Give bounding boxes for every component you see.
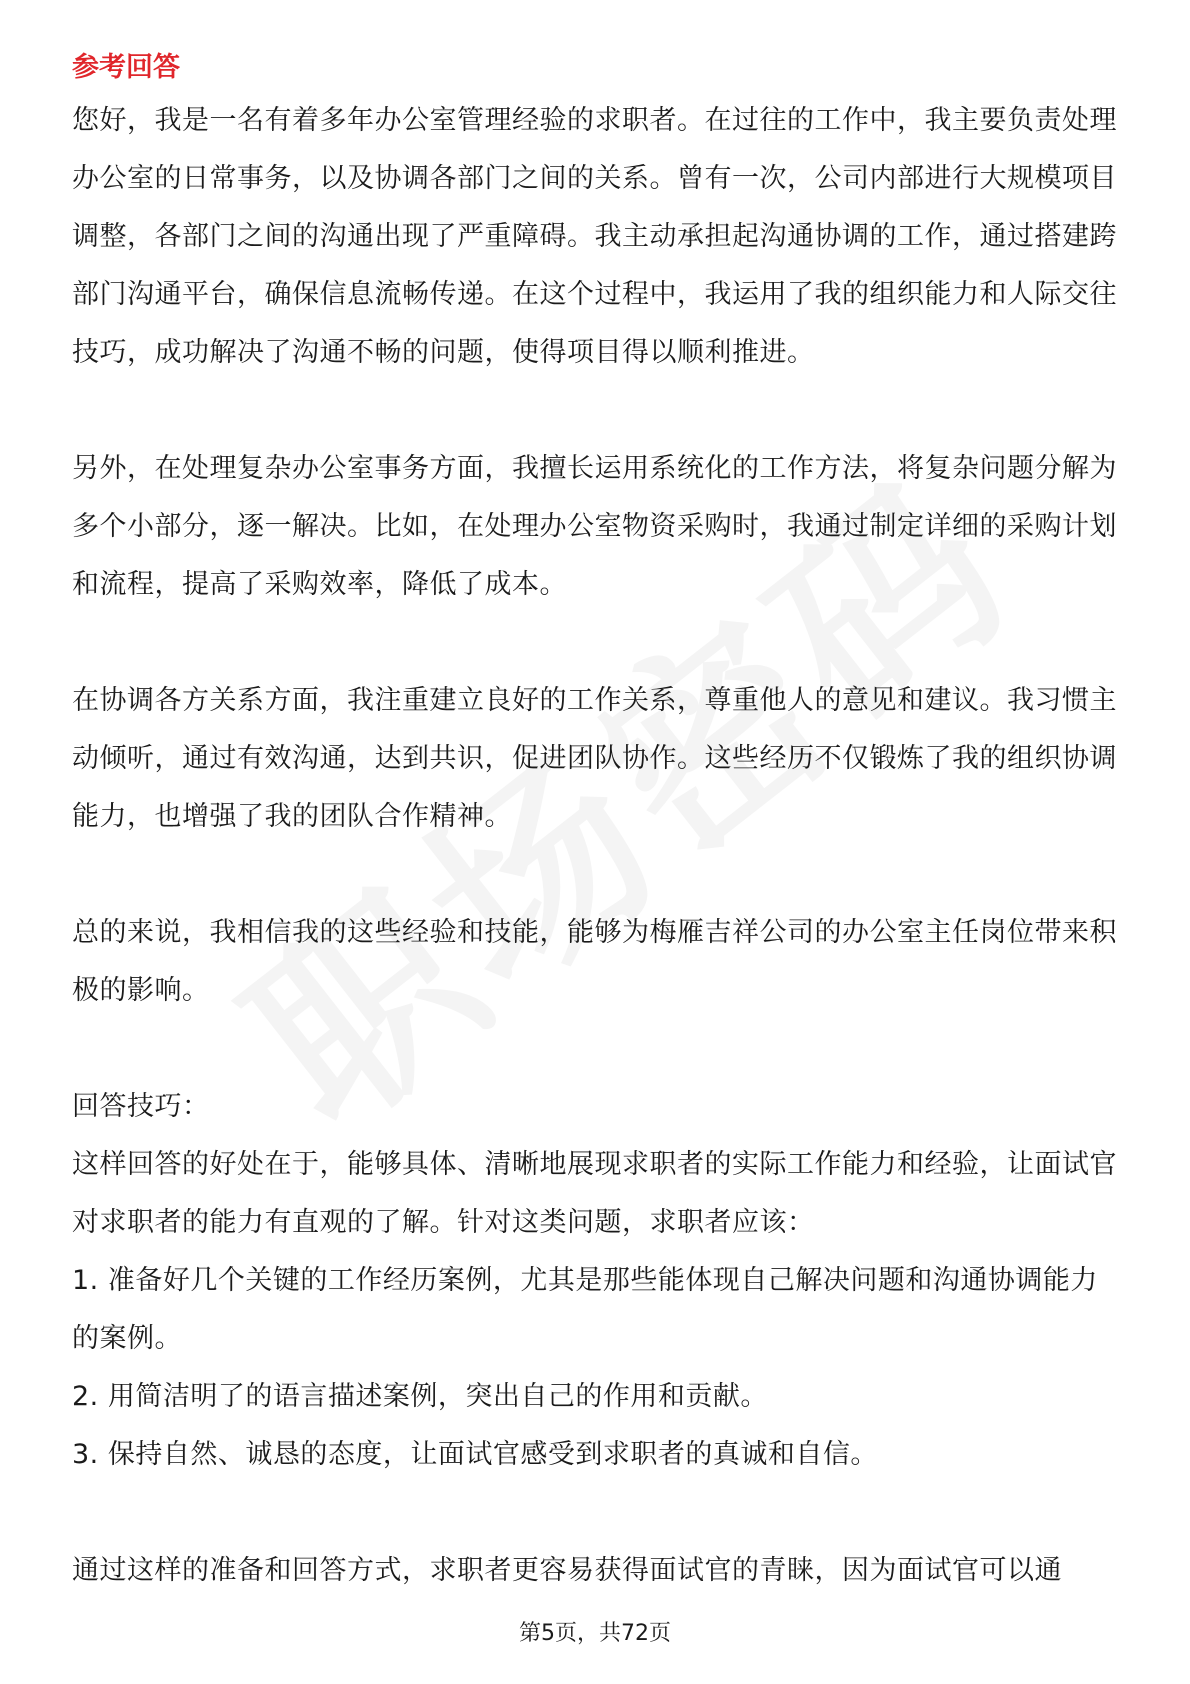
paragraph-spacer [72,846,1122,904]
answer-paragraph-4: 总的来说，我相信我的这些经验和技能，能够为梅雁吉祥公司的办公室主任岗位带来积极的影响。 [72,917,1117,1006]
paragraph-spacer [72,614,1122,672]
paragraph-spacer [72,1020,1122,1078]
answer-paragraph-1: 您好，我是一名有着多年办公室管理经验的求职者。在过往的工作中，我主要负责处理办公室的日常事务，以及协调各部门之间的关系。曾有一次，公司内部进行大规模项目调整，各部门之间的沟通出现了严重障碍。我主动承担起沟通协调的工作，通过搭建跨部门沟通平台，确保信息流畅传递。在这个过程中，我运用了我的组织能力和人际交往技巧，成功解决了沟通不畅的问题，使得项目得以顺利推进。 [72,105,1117,368]
page-indicator: 第5页，共72页 [519,1621,671,1646]
answer-paragraph-2: 另外，在处理复杂办公室事务方面，我擅长运用系统化的工作方法，将复杂问题分解为多个小部分，逐一解决。比如，在处理办公室物资采购时，我通过制定详细的采购计划和流程，提高了采购效率，降低了成本。 [72,453,1117,600]
paragraph-spacer [72,382,1122,440]
tips-list-item-1: 1. 准备好几个关键的工作经历案例，尤其是那些能体现自己解决问题和沟通协调能力的案例。 [72,1265,1098,1354]
tips-list-item-3: 3. 保持自然、诚恳的态度，让面试官感受到求职者的真诚和自信。 [72,1439,878,1470]
tips-title: 回答技巧： [72,1091,210,1122]
document-body [72,48,1122,1600]
paragraph-spacer [72,1484,1122,1542]
tips-list-item-2: 2. 用简洁明了的语言描述案例，突出自己的作用和贡献。 [72,1381,768,1412]
closing-paragraph: 通过这样的准备和回答方式，求职者更容易获得面试官的青睐，因为面试官可以通 [72,1555,1062,1586]
section-heading: 参考回答 [72,52,180,83]
answer-paragraph-3: 在协调各方关系方面，我注重建立良好的工作关系，尊重他人的意见和建议。我习惯主动倾听，通过有效沟通，达到共识，促进团队协作。这些经历不仅锻炼了我的组织协调能力，也增强了我的团队合作精神。 [72,685,1117,832]
tips-intro: 这样回答的好处在于，能够具体、清晰地展现求职者的实际工作能力和经验，让面试官对求职者的能力有直观的了解。针对这类问题，求职者应该： [72,1149,1117,1238]
